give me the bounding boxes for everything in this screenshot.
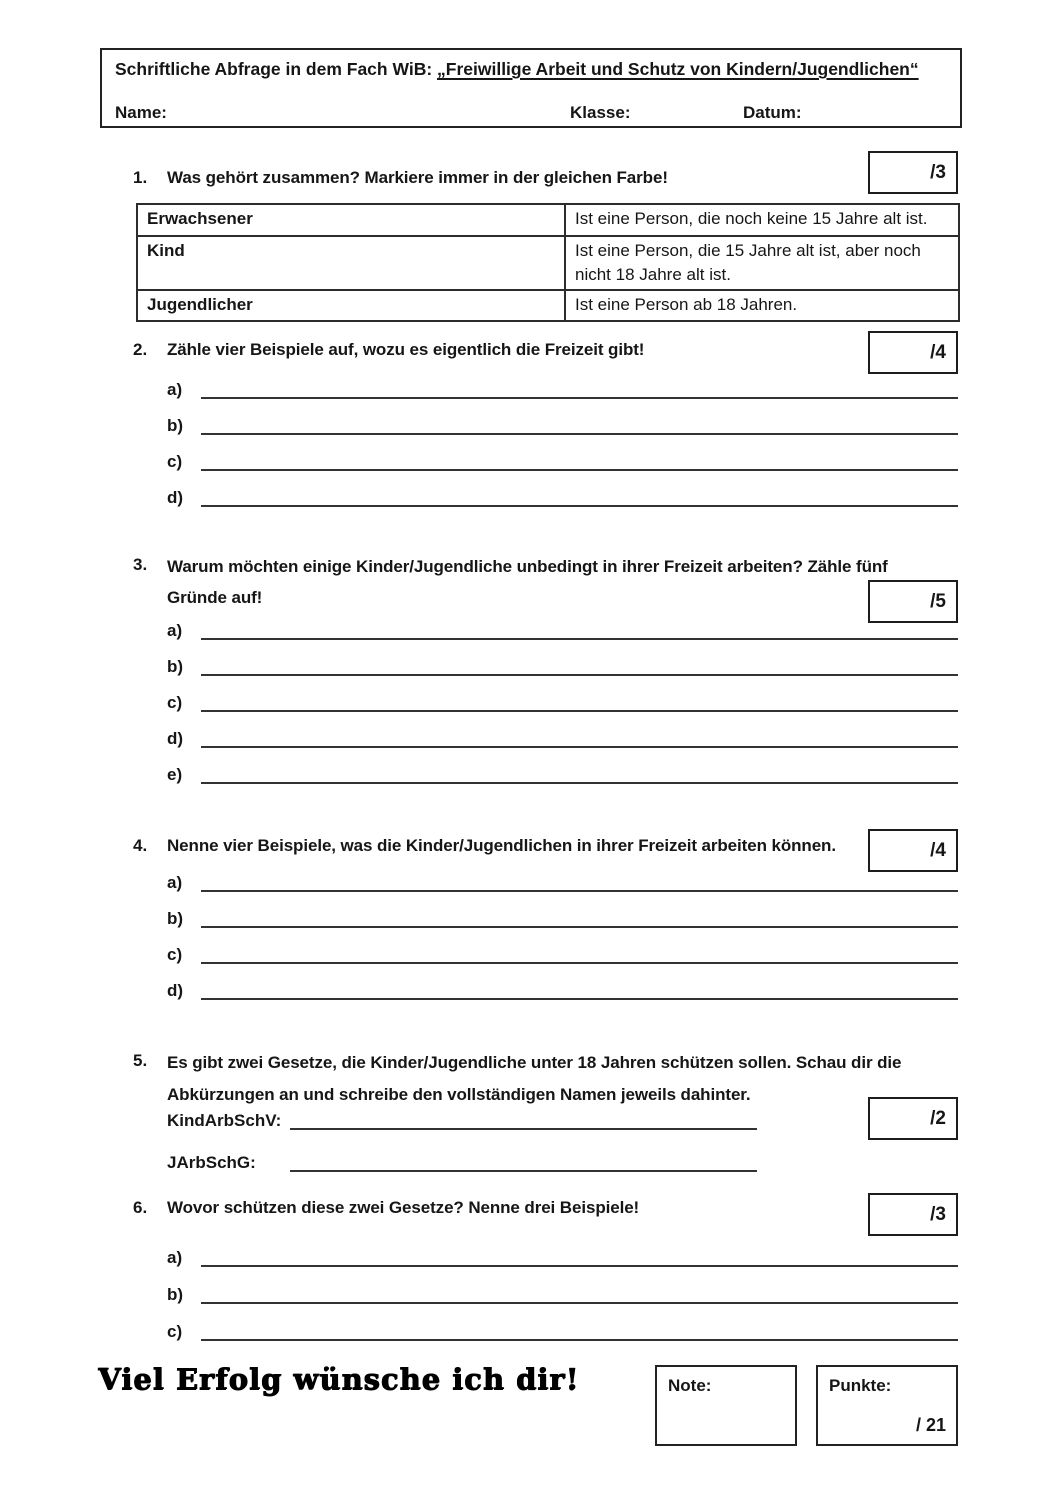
answer-line: [201, 758, 958, 784]
q5-text-line1: Es gibt zwei Gesetze, die Kinder/Jugendliche unter 18 Jahren schützen sollen. Schau dir die: [167, 1053, 902, 1072]
q1-text: Was gehört zusammen? Markiere immer in der gleichen Farbe!: [167, 168, 668, 187]
abbr-label: JArbSchG:: [167, 1153, 256, 1172]
q3-number: 3.: [133, 555, 148, 574]
answer-line: [201, 614, 958, 640]
q2-number: 2.: [133, 340, 148, 359]
answer-line: [201, 650, 958, 676]
punkte-label: Punkte:: [829, 1376, 892, 1395]
q4-answer-line-d: [167, 976, 958, 1000]
answer-line: [201, 686, 958, 712]
q5-text: [167, 1047, 947, 1111]
answer-line: [201, 1315, 958, 1341]
q3-points: /5: [930, 590, 946, 612]
q6-answer-line-a: [167, 1243, 958, 1267]
q3-text: [167, 551, 937, 613]
q1-points: /3: [930, 161, 946, 183]
header-box: [100, 48, 962, 128]
blank-label: c): [167, 693, 183, 712]
blank-label: b): [167, 909, 184, 928]
answer-line: [201, 902, 958, 928]
q4-text: Nenne vier Beispiele, was die Kinder/Jugendlichen in ihrer Freizeit arbeiten können.: [167, 836, 836, 855]
q6-number: 6.: [133, 1198, 148, 1217]
q4-number: 4.: [133, 836, 148, 855]
q3-answer-line-b: [167, 652, 958, 676]
datum-label: Datum:: [743, 103, 802, 122]
blank-label: d): [167, 981, 184, 1000]
q1-points-box: [868, 151, 958, 194]
footer-message: Viel Erfolg wünsche ich dir!: [98, 1362, 580, 1396]
blank-label: c): [167, 1322, 183, 1341]
table-term: Erwachsener: [137, 204, 565, 236]
table-row: [137, 236, 959, 290]
table-term: Jugendlicher: [137, 290, 565, 321]
q5-text-line2: Abkürzungen an und schreibe den vollständigen Namen jeweils dahinter.: [167, 1085, 751, 1104]
answer-line: [201, 481, 958, 507]
blank-label: a): [167, 873, 183, 892]
answer-line: [290, 1104, 757, 1130]
q6-points-box: [868, 1193, 958, 1236]
q1-match-table: [136, 203, 960, 322]
title-topic: „Freiwillige Arbeit und Schutz von Kindern/Jugendlichen“: [437, 59, 919, 79]
q3-answer-line-d: [167, 724, 958, 748]
q5-points-box: [868, 1097, 958, 1140]
answer-line: [201, 373, 958, 399]
q2-text: Zähle vier Beispiele auf, wozu es eigentlich die Freizeit gibt!: [167, 340, 645, 359]
blank-label: a): [167, 380, 183, 399]
blank-label: e): [167, 765, 183, 784]
q2-answer-line-b: [167, 411, 958, 435]
q2-answer-line-c: [167, 447, 958, 471]
answer-line: [201, 409, 958, 435]
answer-line: [201, 866, 958, 892]
q3-text-line2: Gründe auf!: [167, 588, 263, 607]
blank-label: c): [167, 452, 183, 471]
table-term: Kind: [137, 236, 565, 290]
q5-number: 5.: [133, 1051, 148, 1070]
blank-label: b): [167, 416, 184, 435]
q5-abbr-row-jarbschg: [167, 1148, 757, 1172]
q3-answer-line-e: [167, 760, 958, 784]
title-prefix: Schriftliche Abfrage in dem Fach WiB:: [115, 59, 438, 79]
answer-line: [201, 722, 958, 748]
q6-answer-line-b: [167, 1280, 958, 1304]
q1-number: 1.: [133, 168, 148, 187]
table-row: [137, 204, 959, 236]
table-definition: Ist eine Person, die 15 Jahre alt ist, aber noch nicht 18 Jahre alt ist.: [565, 236, 959, 290]
q2-answer-line-a: [167, 375, 958, 399]
blank-label: d): [167, 488, 184, 507]
answer-line: [201, 938, 958, 964]
abbr-label: KindArbSchV:: [167, 1111, 282, 1130]
table-definition: Ist eine Person, die noch keine 15 Jahre alt ist.: [565, 204, 959, 236]
q2-points-box: [868, 331, 958, 374]
q6-points: /3: [930, 1203, 946, 1225]
q2-points: /4: [930, 341, 946, 363]
punkte-total: / 21: [915, 1415, 946, 1435]
q4-points: /4: [930, 839, 946, 861]
q5-abbr-row-kindarbschv: [167, 1106, 757, 1130]
q4-answer-line-a: [167, 868, 958, 892]
q6-answer-line-c: [167, 1317, 958, 1341]
q6-text: Wovor schützen diese zwei Gesetze? Nenne drei Beispiele!: [167, 1198, 640, 1217]
q2-answer-line-d: [167, 483, 958, 507]
answer-line: [290, 1146, 757, 1172]
blank-label: a): [167, 621, 183, 640]
name-label: Name:: [115, 103, 167, 122]
blank-label: b): [167, 1285, 184, 1304]
q3-answer-line-a: [167, 616, 958, 640]
blank-label: d): [167, 729, 184, 748]
blank-label: a): [167, 1248, 183, 1267]
q3-answer-line-c: [167, 688, 958, 712]
worksheet-title: [115, 59, 919, 80]
q5-points: /2: [930, 1107, 946, 1129]
blank-label: b): [167, 657, 184, 676]
q3-text-line1: Warum möchten einige Kinder/Jugendliche unbedingt in ihrer Freizeit arbeiten? Zähle fünf: [167, 557, 888, 576]
answer-line: [201, 1278, 958, 1304]
table-definition: Ist eine Person ab 18 Jahren.: [565, 290, 959, 321]
table-row: [137, 290, 959, 321]
q4-answer-line-b: [167, 904, 958, 928]
note-label: Note:: [668, 1376, 712, 1395]
note-box: [655, 1365, 797, 1446]
answer-line: [201, 445, 958, 471]
blank-label: c): [167, 945, 183, 964]
answer-line: [201, 974, 958, 1000]
answer-line: [201, 1241, 958, 1267]
q4-answer-line-c: [167, 940, 958, 964]
punkte-box: [816, 1365, 958, 1446]
klasse-label: Klasse:: [570, 103, 631, 122]
